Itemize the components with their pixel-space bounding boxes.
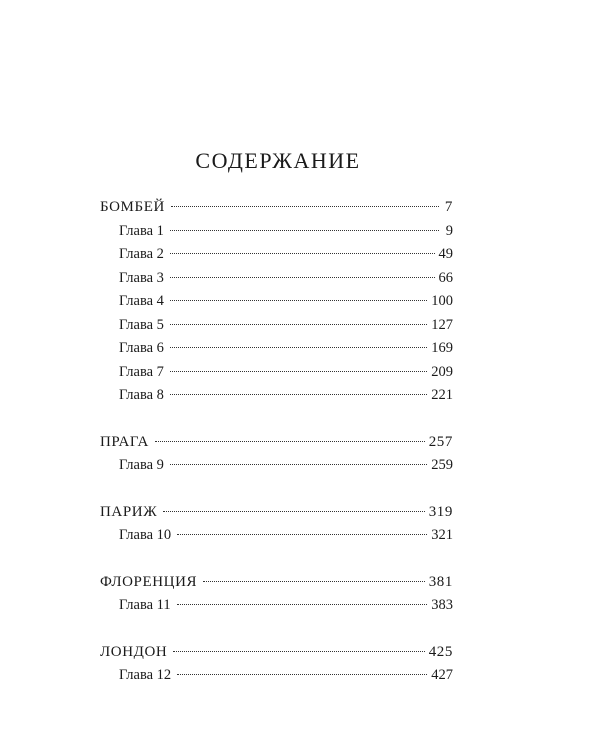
toc-part-entry[interactable]: [100, 641, 453, 665]
part-title: ПРАГА: [100, 433, 149, 450]
dot-leader: [171, 206, 439, 207]
page-number: 257: [428, 433, 453, 450]
toc-part-entry[interactable]: [100, 431, 453, 455]
dot-leader: [173, 651, 424, 652]
part-title: БОМБЕЙ: [100, 199, 165, 215]
page-number: 321: [431, 527, 453, 543]
page-title: СОДЕРЖАНИЕ: [195, 148, 361, 173]
page-number: 319: [428, 503, 453, 520]
page-number: 9: [445, 222, 453, 239]
page-number: 7: [444, 199, 453, 215]
part-title: ПАРИЖ: [100, 503, 158, 520]
page-number: 221: [431, 387, 453, 403]
chapter-title: Глава 2: [119, 246, 164, 262]
page-number: 66: [438, 269, 453, 286]
chapter-title: Глава 4: [119, 293, 164, 309]
toc-chapter-entry[interactable]: [100, 220, 453, 244]
page-number: 383: [431, 597, 453, 613]
dot-leader: [170, 371, 427, 372]
page-number: 100: [431, 293, 453, 309]
chapter-title: Глава 1: [119, 222, 164, 239]
dot-leader: [170, 464, 427, 465]
chapter-title: Глава 3: [119, 269, 164, 286]
chapter-title: Глава 9: [119, 457, 164, 473]
toc-part-london: [100, 641, 453, 688]
dot-leader: [155, 441, 425, 442]
chapter-title: Глава 6: [119, 340, 164, 356]
dot-leader: [177, 604, 428, 605]
toc-part-entry[interactable]: [100, 501, 453, 525]
dot-leader: [177, 534, 427, 535]
dot-leader: [177, 674, 427, 675]
toc-part-florence: [100, 571, 453, 618]
toc-chapter-entry[interactable]: [100, 594, 453, 618]
dot-leader: [170, 277, 435, 278]
chapter-title: Глава 12: [119, 667, 172, 683]
toc-part-bombay: [100, 196, 453, 408]
page-number: 127: [431, 316, 453, 333]
page-number: 259: [431, 457, 453, 473]
toc-chapter-entry[interactable]: [100, 454, 453, 478]
toc-chapter-entry[interactable]: [100, 664, 453, 688]
toc-chapter-entry[interactable]: [100, 337, 453, 361]
dot-leader: [170, 300, 427, 301]
toc-part-entry[interactable]: [100, 571, 453, 595]
page-number: 381: [428, 573, 453, 590]
toc-part-prague: [100, 431, 453, 478]
toc-chapter-entry[interactable]: [100, 314, 453, 338]
page-number: 425: [428, 643, 453, 660]
toc-chapter-entry[interactable]: [100, 361, 453, 385]
chapter-title: Глава 7: [119, 363, 164, 380]
toc-part-entry[interactable]: [100, 196, 453, 220]
page-number: 49: [438, 246, 453, 262]
page-number: 427: [431, 667, 453, 683]
dot-leader: [203, 581, 425, 582]
chapter-title: Глава 10: [119, 527, 172, 543]
chapter-title: Глава 11: [119, 597, 171, 613]
page-number: 169: [431, 340, 453, 356]
dot-leader: [163, 511, 424, 512]
part-title: ЛОНДОН: [100, 643, 168, 660]
toc-chapter-entry[interactable]: [100, 243, 453, 267]
dot-leader: [170, 230, 439, 231]
dot-leader: [170, 253, 435, 254]
dot-leader: [170, 347, 427, 348]
toc-part-paris: [100, 501, 453, 548]
toc-chapter-entry[interactable]: [100, 524, 453, 548]
part-title: ФЛОРЕНЦИЯ: [100, 573, 198, 590]
chapter-title: Глава 8: [119, 387, 164, 403]
page-number: 209: [431, 363, 453, 380]
chapter-title: Глава 5: [119, 316, 164, 333]
table-of-contents: [100, 196, 453, 711]
toc-chapter-entry[interactable]: [100, 267, 453, 291]
toc-chapter-entry[interactable]: [100, 384, 453, 408]
toc-chapter-entry[interactable]: [100, 290, 453, 314]
dot-leader: [170, 394, 427, 395]
dot-leader: [170, 324, 427, 325]
